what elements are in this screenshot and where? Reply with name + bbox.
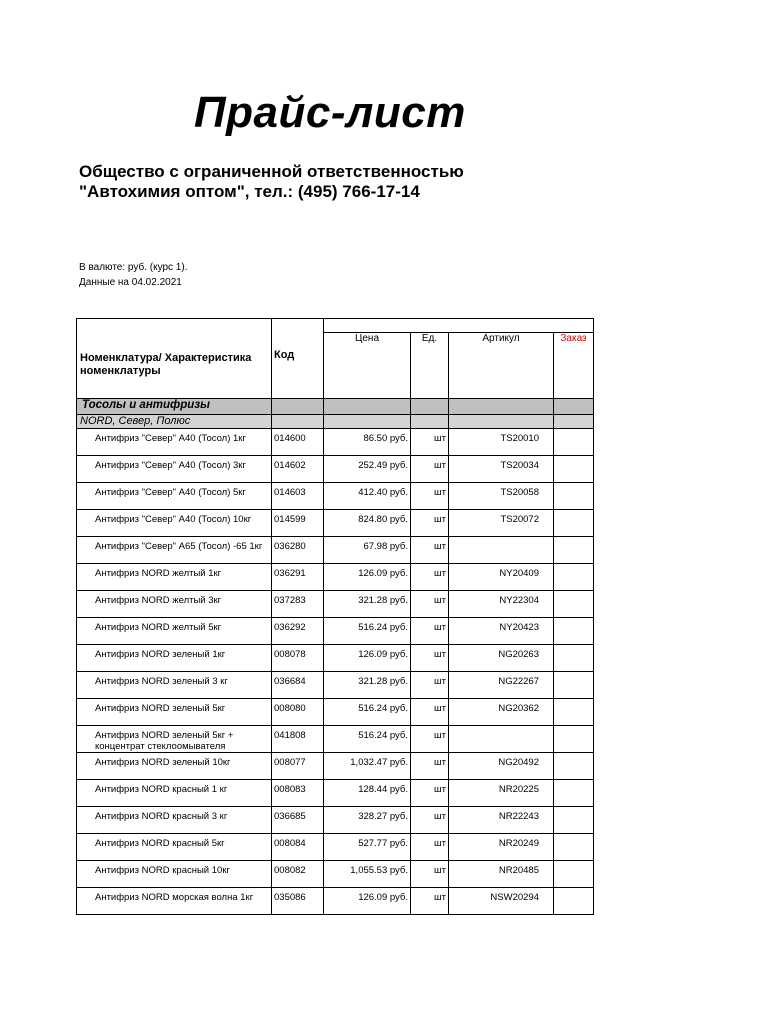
item-price: 328.27 руб. — [324, 807, 411, 834]
item-unit: шт — [411, 726, 449, 753]
item-code: 014599 — [272, 510, 324, 537]
item-order[interactable] — [554, 537, 594, 564]
item-unit: шт — [411, 888, 449, 915]
header-price: Цена — [324, 333, 411, 399]
item-unit: шт — [411, 753, 449, 780]
currency-note: В валюте: руб. (курс 1). — [79, 262, 188, 273]
table-top-row — [77, 319, 594, 333]
item-article: NY22304 — [449, 591, 554, 618]
item-unit: шт — [411, 429, 449, 456]
item-article: TS20072 — [449, 510, 554, 537]
table-row — [77, 591, 594, 618]
item-unit: шт — [411, 564, 449, 591]
item-article: NY20409 — [449, 564, 554, 591]
table-row — [77, 672, 594, 699]
item-name: Антифриз NORD красный 5кг — [77, 834, 272, 861]
item-name: Антифриз "Север" А40 (Тосол) 10кг — [77, 510, 272, 537]
item-price: 252.49 руб. — [324, 456, 411, 483]
item-article: NY20423 — [449, 618, 554, 645]
item-price: 321.28 руб. — [324, 672, 411, 699]
table-row — [77, 888, 594, 915]
item-unit: шт — [411, 699, 449, 726]
header-article: Артикул — [449, 333, 554, 399]
item-order[interactable] — [554, 726, 594, 753]
table-row — [77, 861, 594, 888]
header-code-cell: Код — [272, 319, 324, 399]
page-title: Прайс-лист — [194, 88, 466, 137]
item-order[interactable] — [554, 672, 594, 699]
item-article: TS20010 — [449, 429, 554, 456]
item-unit: шт — [411, 780, 449, 807]
item-name: Антифриз NORD зеленый 5кг + концентрат стеклоомывателя — [77, 726, 272, 753]
item-unit: шт — [411, 672, 449, 699]
item-name: Антифриз "Север" А40 (Тосол) 5кг — [77, 483, 272, 510]
item-code: 014603 — [272, 483, 324, 510]
item-code: 008077 — [272, 753, 324, 780]
item-unit: шт — [411, 834, 449, 861]
item-code: 036685 — [272, 807, 324, 834]
table-row — [77, 699, 594, 726]
item-code: 036292 — [272, 618, 324, 645]
item-code: 008080 — [272, 699, 324, 726]
item-name: Антифриз NORD желтый 3кг — [77, 591, 272, 618]
item-price: 516.24 руб. — [324, 699, 411, 726]
item-order[interactable] — [554, 510, 594, 537]
item-unit: шт — [411, 537, 449, 564]
item-name: Антифриз "Север" А40 (Тосол) 1кг — [77, 429, 272, 456]
table-row — [77, 537, 594, 564]
item-price: 128.44 руб. — [324, 780, 411, 807]
item-name: Антифриз NORD зеленый 5кг — [77, 699, 272, 726]
item-price: 126.09 руб. — [324, 888, 411, 915]
item-name: Антифриз NORD красный 3 кг — [77, 807, 272, 834]
item-code: 008084 — [272, 834, 324, 861]
table-row — [77, 483, 594, 510]
item-name: Антифриз NORD зеленый 10кг — [77, 753, 272, 780]
item-price: 86.50 руб. — [324, 429, 411, 456]
table-row — [77, 456, 594, 483]
item-article: NR20485 — [449, 861, 554, 888]
item-name: Антифриз NORD желтый 1кг — [77, 564, 272, 591]
item-code: 008082 — [272, 861, 324, 888]
item-name: Антифриз "Север" А65 (Тосол) -65 1кг — [77, 537, 272, 564]
company-info — [79, 162, 464, 202]
item-name: Антифриз "Север" А40 (Тосол) 3кг — [77, 456, 272, 483]
table-row — [77, 753, 594, 780]
table-row — [77, 645, 594, 672]
item-code: 008078 — [272, 645, 324, 672]
item-article: TS20058 — [449, 483, 554, 510]
table-row — [77, 834, 594, 861]
table-row — [77, 807, 594, 834]
item-name: Антифриз NORD морская волна 1кг — [77, 888, 272, 915]
item-code: 008083 — [272, 780, 324, 807]
subgroup-row — [77, 415, 594, 429]
item-code: 036684 — [272, 672, 324, 699]
item-article: NR20225 — [449, 780, 554, 807]
header-name-cell: Номенклатура/ Характеристика номенклатуры — [77, 319, 272, 399]
item-article: NR20249 — [449, 834, 554, 861]
item-name: Антифриз NORD зеленый 3 кг — [77, 672, 272, 699]
item-unit: шт — [411, 618, 449, 645]
item-article: NSW20294 — [449, 888, 554, 915]
item-code: 014600 — [272, 429, 324, 456]
item-price: 516.24 руб. — [324, 618, 411, 645]
item-article — [449, 726, 554, 753]
item-code: 036291 — [272, 564, 324, 591]
item-order[interactable] — [554, 456, 594, 483]
price-meta — [79, 260, 187, 290]
item-name: Антифриз NORD желтый 5кг — [77, 618, 272, 645]
item-price: 1,055.53 руб. — [324, 861, 411, 888]
item-article — [449, 537, 554, 564]
header-order: Заказ — [554, 333, 594, 399]
item-order[interactable] — [554, 753, 594, 780]
item-price: 516.24 руб. — [324, 726, 411, 753]
item-order[interactable] — [554, 591, 594, 618]
subgroup-name: NORD, Север, Полюс — [77, 415, 272, 429]
item-unit: шт — [411, 807, 449, 834]
item-price: 126.09 руб. — [324, 645, 411, 672]
group-name: Тосолы и антифризы — [77, 399, 272, 415]
item-price: 527.77 руб. — [324, 834, 411, 861]
item-article: NR22243 — [449, 807, 554, 834]
item-article: NG20362 — [449, 699, 554, 726]
item-code: 036280 — [272, 537, 324, 564]
item-order[interactable] — [554, 618, 594, 645]
table-row — [77, 618, 594, 645]
item-name: Антифриз NORD красный 10кг — [77, 861, 272, 888]
item-unit: шт — [411, 456, 449, 483]
item-price: 321.28 руб. — [324, 591, 411, 618]
item-unit: шт — [411, 645, 449, 672]
item-order[interactable] — [554, 861, 594, 888]
item-unit: шт — [411, 483, 449, 510]
table-row — [77, 726, 594, 753]
company-name-line: Общество с ограниченной ответственностью — [79, 162, 464, 181]
item-name: Антифриз NORD зеленый 1кг — [77, 645, 272, 672]
table-row — [77, 510, 594, 537]
item-price: 67.98 руб. — [324, 537, 411, 564]
item-price: 126.09 руб. — [324, 564, 411, 591]
item-order[interactable] — [554, 780, 594, 807]
item-code: 037283 — [272, 591, 324, 618]
item-order[interactable] — [554, 834, 594, 861]
group-row — [77, 399, 594, 415]
item-price: 1,032.47 руб. — [324, 753, 411, 780]
item-price: 412.40 руб. — [324, 483, 411, 510]
item-price: 824.80 руб. — [324, 510, 411, 537]
item-name: Антифриз NORD красный 1 кг — [77, 780, 272, 807]
price-table — [76, 318, 594, 915]
item-article: NG20492 — [449, 753, 554, 780]
item-order[interactable] — [554, 807, 594, 834]
item-order[interactable] — [554, 645, 594, 672]
table-row — [77, 564, 594, 591]
item-unit: шт — [411, 591, 449, 618]
item-unit: шт — [411, 510, 449, 537]
data-date: Данные на 04.02.2021 — [79, 277, 182, 288]
header-blank-cell — [324, 319, 594, 333]
item-order[interactable] — [554, 483, 594, 510]
item-article: TS20034 — [449, 456, 554, 483]
item-order[interactable] — [554, 699, 594, 726]
item-order[interactable] — [554, 888, 594, 915]
item-article: NG20263 — [449, 645, 554, 672]
item-code: 041808 — [272, 726, 324, 753]
table-row — [77, 429, 594, 456]
item-code: 014602 — [272, 456, 324, 483]
header-unit: Ед. — [411, 333, 449, 399]
company-contact-line: "Автохимия оптом", тел.: (495) 766-17-14 — [79, 182, 420, 201]
item-unit: шт — [411, 861, 449, 888]
item-order[interactable] — [554, 564, 594, 591]
table-row — [77, 780, 594, 807]
item-article: NG22267 — [449, 672, 554, 699]
item-code: 035086 — [272, 888, 324, 915]
item-order[interactable] — [554, 429, 594, 456]
